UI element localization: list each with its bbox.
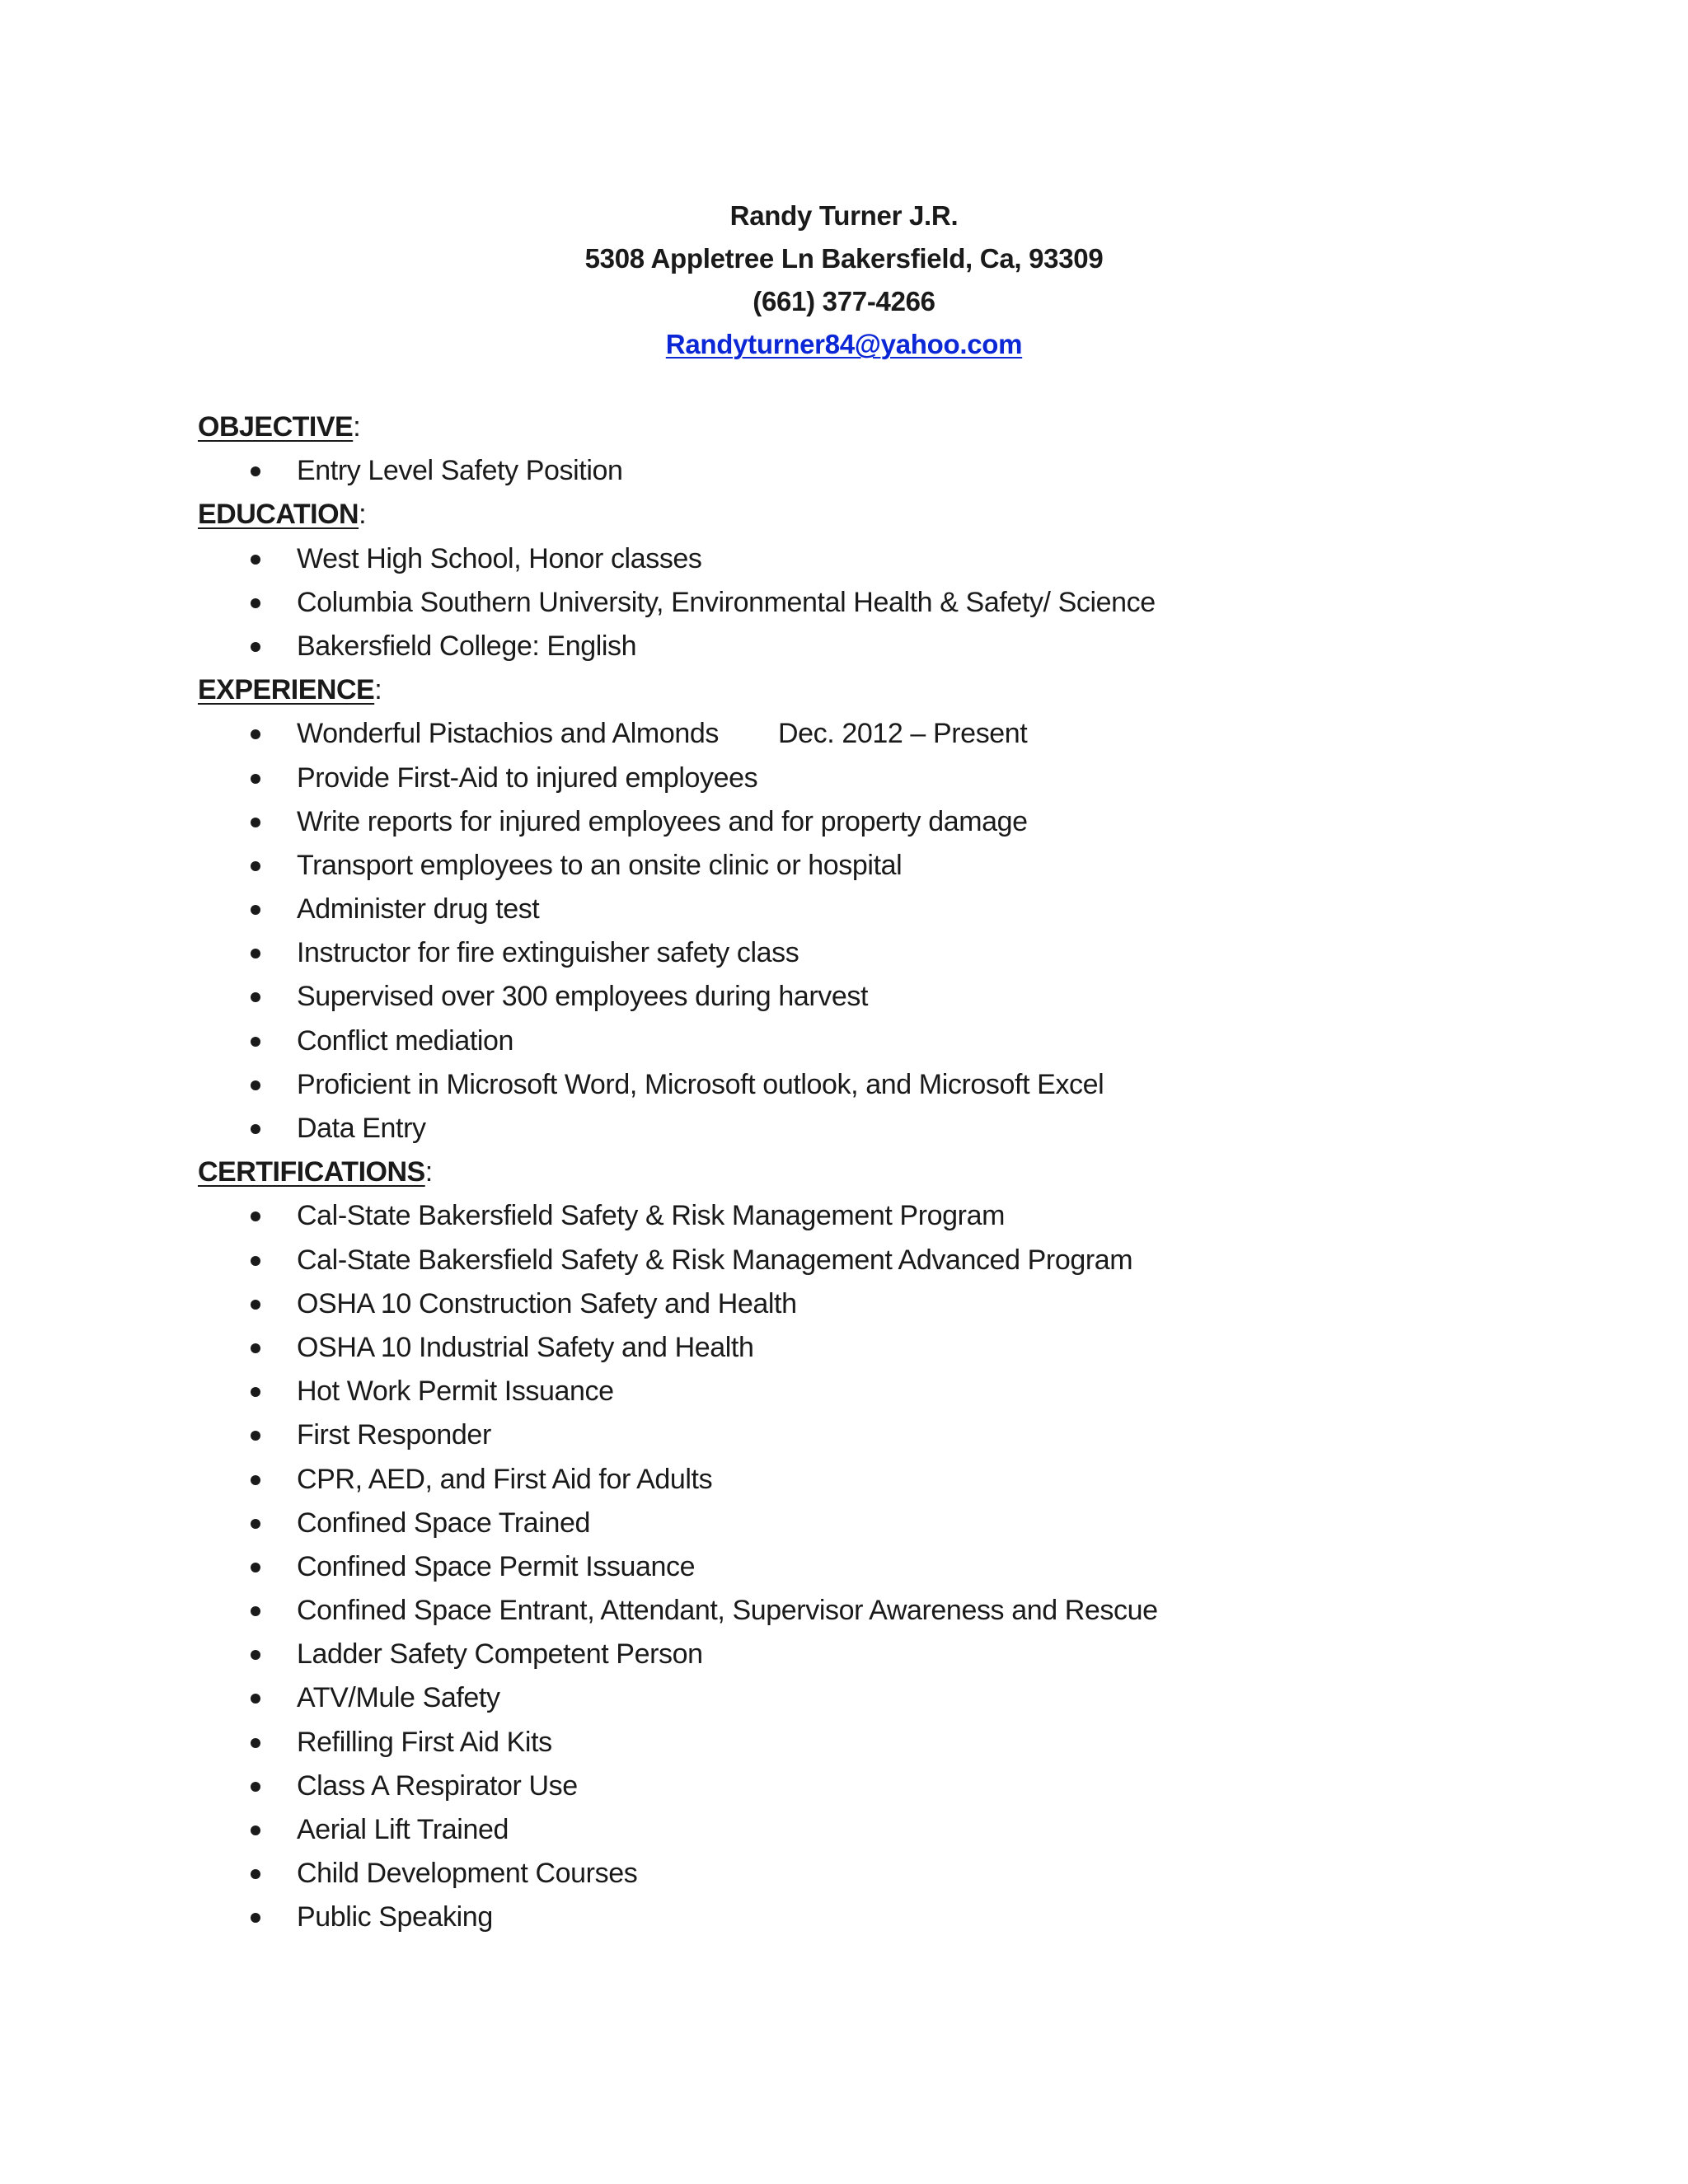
bullet-icon <box>251 729 260 739</box>
resume-header <box>0 194 1688 366</box>
applicant-address: 5308 Appletree Ln Bakersfield, Ca, 93309 <box>584 243 1104 274</box>
bullet-icon <box>251 1563 260 1572</box>
applicant-name: Randy Turner J.R. <box>729 200 959 231</box>
bullet-icon <box>251 1913 260 1923</box>
bullet-icon <box>251 774 260 784</box>
job-dates: Dec. 2012 – Present <box>777 718 1028 750</box>
list-item: Confined Space Trained <box>198 1502 1599 1545</box>
bullet-icon <box>251 1037 260 1047</box>
bullet-icon <box>251 949 260 958</box>
certifications-list <box>198 1194 1599 1939</box>
objective-list <box>198 449 1599 493</box>
bullet-icon <box>251 1475 260 1485</box>
list-item: ATV/Mule Safety <box>198 1676 1599 1720</box>
list-item: First Responder <box>198 1413 1599 1457</box>
section-title-certifications: CERTIFICATIONS: <box>198 1156 433 1188</box>
bullet-icon <box>251 1124 260 1134</box>
list-item: Entry Level Safety Position <box>198 449 1599 493</box>
bullet-icon <box>251 598 260 608</box>
bullet-icon <box>251 1694 260 1704</box>
list-item: OSHA 10 Construction Safety and Health <box>198 1282 1599 1326</box>
list-item: Refilling First Aid Kits <box>198 1721 1599 1765</box>
section-title-objective: OBJECTIVE: <box>198 411 361 443</box>
list-item: Aerial Lift Trained <box>198 1808 1599 1852</box>
list-item: Supervised over 300 employees during harvest <box>198 975 1599 1019</box>
bullet-icon <box>251 1519 260 1529</box>
bullet-icon <box>251 905 260 915</box>
section-title-education: EDUCATION: <box>198 499 367 531</box>
bullet-icon <box>251 1869 260 1879</box>
bullet-icon <box>251 1825 260 1835</box>
bullet-icon <box>251 555 260 565</box>
bullet-icon <box>251 1080 260 1090</box>
bullet-icon <box>251 992 260 1002</box>
list-item: Administer drug test <box>198 888 1599 931</box>
email-link[interactable]: Randyturner84@yahoo.com <box>665 329 1023 359</box>
bullet-icon <box>251 861 260 871</box>
bullet-icon <box>251 1387 260 1397</box>
list-item: Write reports for injured employees and for property damage <box>198 800 1599 844</box>
list-item: Child Development Courses <box>198 1852 1599 1896</box>
list-item: Ladder Safety Competent Person <box>198 1633 1599 1676</box>
list-item: Conflict mediation <box>198 1019 1599 1063</box>
list-item: OSHA 10 Industrial Safety and Health <box>198 1326 1599 1370</box>
list-item: Data Entry <box>198 1107 1599 1151</box>
list-item: Public Speaking <box>198 1896 1599 1939</box>
job-employer: Wonderful Pistachios and Almonds <box>297 718 719 750</box>
list-item: Cal-State Bakersfield Safety & Risk Management Program <box>198 1194 1599 1238</box>
bullet-icon <box>251 1782 260 1792</box>
bullet-icon <box>251 1343 260 1353</box>
list-item: Bakersfield College: English <box>198 625 1599 668</box>
applicant-phone: (661) 377-4266 <box>753 286 935 316</box>
list-item: West High School, Honor classes <box>198 537 1599 581</box>
list-item: Columbia Southern University, Environmental Health & Safety/ Science <box>198 581 1599 625</box>
bullet-icon <box>251 1738 260 1748</box>
bullet-icon <box>251 1300 260 1310</box>
list-item: Provide First-Aid to injured employees <box>198 757 1599 800</box>
list-item: Instructor for fire extinguisher safety class <box>198 931 1599 975</box>
bullet-icon <box>251 1212 260 1221</box>
bullet-icon <box>251 1606 260 1616</box>
education-list <box>198 537 1599 669</box>
list-item: Confined Space Entrant, Attendant, Supervisor Awareness and Rescue <box>198 1589 1599 1633</box>
list-item: Transport employees to an onsite clinic or hospital <box>198 844 1599 888</box>
list-item: Cal-State Bakersfield Safety & Risk Management Advanced Program <box>198 1239 1599 1282</box>
experience-list <box>198 712 1599 1151</box>
bullet-icon <box>251 1650 260 1660</box>
job-entry <box>198 712 1599 756</box>
list-item: Class A Respirator Use <box>198 1765 1599 1808</box>
bullet-icon <box>251 818 260 827</box>
section-title-experience: EXPERIENCE: <box>198 674 382 706</box>
bullet-icon <box>251 1431 260 1441</box>
list-item: CPR, AED, and First Aid for Adults <box>198 1458 1599 1502</box>
resume-body <box>198 405 1599 1940</box>
list-item: Confined Space Permit Issuance <box>198 1545 1599 1589</box>
email-line <box>0 323 1688 366</box>
bullet-icon <box>251 466 260 476</box>
bullet-icon <box>251 642 260 652</box>
list-item: Hot Work Permit Issuance <box>198 1370 1599 1413</box>
list-item: Proficient in Microsoft Word, Microsoft outlook, and Microsoft Excel <box>198 1063 1599 1107</box>
bullet-icon <box>251 1256 260 1266</box>
